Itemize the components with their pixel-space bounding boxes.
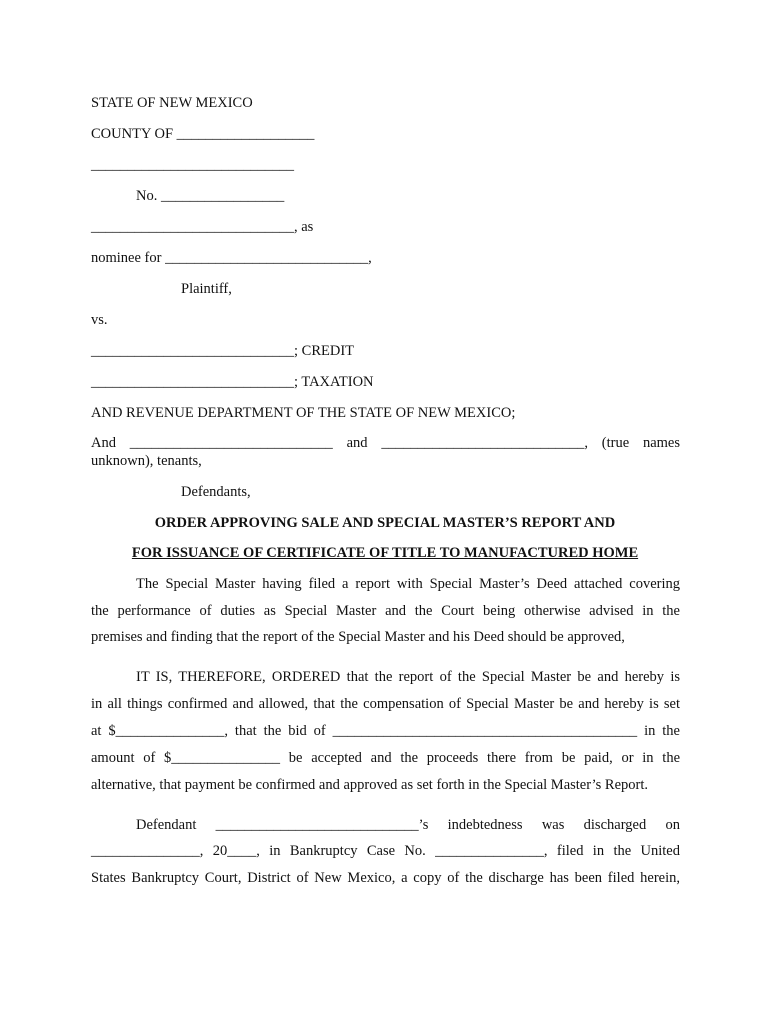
tenants-line: unknown), tenants, bbox=[91, 453, 202, 469]
paragraph-2-line-5: alternative, that payment be confirmed and approved as set forth in the Special Master’s Report. bbox=[91, 777, 648, 793]
defendant-credit-line: ____________________________; CREDIT bbox=[91, 343, 355, 359]
order-title-line-2: FOR ISSUANCE OF CERTIFICATE OF TITLE TO MANUFACTURED HOME bbox=[131, 545, 639, 561]
paragraph-1-line-1: The Special Master having filed a report with Special Master’s Deed attached covering bbox=[136, 576, 680, 592]
paragraph-2-line-3: at $_______________, that the bid of __________________________________________ in the bbox=[91, 723, 680, 739]
paragraph-3-line-1: Defendant ____________________________’s indebtedness was discharged on bbox=[136, 817, 680, 833]
defendant-taxation-line: ____________________________; TAXATION bbox=[91, 374, 374, 390]
case-number: No. _________________ bbox=[136, 188, 285, 204]
versus-label: vs. bbox=[91, 312, 108, 328]
paragraph-2-line-4: amount of $_______________ be accepted and the proceeds there from be paid, or in the bbox=[91, 750, 680, 766]
defendants-label: Defendants, bbox=[181, 484, 251, 500]
state-heading: STATE OF NEW MEXICO bbox=[91, 95, 253, 111]
and-defendants-line: And ____________________________ and ____________________________, (true names bbox=[91, 435, 680, 451]
county-line: COUNTY OF ___________________ bbox=[91, 126, 315, 142]
paragraph-1-line-2: the performance of duties as Special Master and the Court being otherwise advised in the bbox=[91, 603, 680, 619]
revenue-department-line: AND REVENUE DEPARTMENT OF THE STATE OF NEW MEXICO; bbox=[91, 405, 516, 421]
plaintiff-name-line: ____________________________, as bbox=[91, 219, 314, 235]
order-title-line-1: ORDER APPROVING SALE AND SPECIAL MASTER’S REPORT AND bbox=[154, 515, 616, 531]
paragraph-2-line-1: IT IS, THEREFORE, ORDERED that the report of the Special Master be and hereby is bbox=[136, 669, 680, 685]
nominee-line: nominee for ____________________________, bbox=[91, 250, 372, 266]
blank-line: ____________________________ bbox=[91, 157, 294, 173]
paragraph-3-line-2: _______________, 20____, in Bankruptcy Case No. _______________, filed in the United bbox=[91, 843, 680, 859]
paragraph-3-line-3: States Bankruptcy Court, District of New Mexico, a copy of the discharge has been filed herein, bbox=[91, 870, 680, 886]
plaintiff-label: Plaintiff, bbox=[181, 281, 232, 297]
paragraph-2-line-2: in all things confirmed and allowed, that the compensation of Special Master be and hereby is set bbox=[91, 696, 680, 712]
paragraph-1-line-3: premises and finding that the report of the Special Master and his Deed should be approved, bbox=[91, 629, 625, 645]
